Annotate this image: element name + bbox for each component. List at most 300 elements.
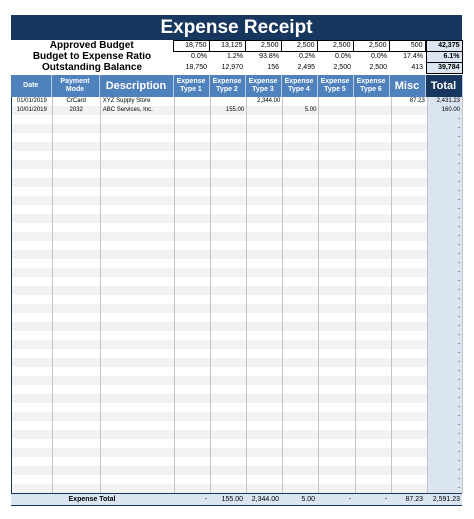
- cell-t3[interactable]: [247, 196, 283, 205]
- cell-t2[interactable]: [211, 385, 247, 394]
- cell-t3[interactable]: [247, 223, 283, 232]
- cell-t6[interactable]: [355, 259, 391, 268]
- cell-description[interactable]: [100, 385, 174, 394]
- cell-t1[interactable]: [175, 133, 211, 142]
- cell-t4[interactable]: [283, 358, 319, 367]
- cell-t3[interactable]: [247, 268, 283, 277]
- cell-t6[interactable]: [355, 457, 391, 466]
- cell-date[interactable]: [12, 277, 52, 286]
- cell-description[interactable]: [100, 115, 174, 124]
- cell-description[interactable]: [100, 340, 174, 349]
- cell-t3[interactable]: [247, 151, 283, 160]
- cell-t1[interactable]: [175, 340, 211, 349]
- cell-description[interactable]: [100, 241, 174, 250]
- cell-t2[interactable]: [211, 214, 247, 223]
- cell-payment[interactable]: [52, 250, 100, 259]
- cell-t3[interactable]: [247, 169, 283, 178]
- cell-date[interactable]: [12, 349, 52, 358]
- cell-t1[interactable]: [175, 232, 211, 241]
- cell-t1[interactable]: [175, 151, 211, 160]
- cell-t3[interactable]: [247, 340, 283, 349]
- approved-cell[interactable]: 2,500: [245, 41, 281, 52]
- cell-date[interactable]: [12, 295, 52, 304]
- cell-t6[interactable]: [355, 286, 391, 295]
- cell-t4[interactable]: [283, 466, 319, 475]
- cell-payment[interactable]: [52, 430, 100, 439]
- cell-t3[interactable]: [247, 313, 283, 322]
- cell-t1[interactable]: [175, 97, 211, 106]
- cell-payment[interactable]: [52, 259, 100, 268]
- ratio-cell[interactable]: 0.0%: [371, 53, 387, 61]
- cell-description[interactable]: [100, 412, 174, 421]
- cell-t6[interactable]: [355, 448, 391, 457]
- cell-date[interactable]: [12, 241, 52, 250]
- cell-t5[interactable]: [319, 241, 355, 250]
- approved-cell[interactable]: 13,125: [209, 41, 245, 52]
- cell-t6[interactable]: [355, 376, 391, 385]
- cell-t3[interactable]: [247, 286, 283, 295]
- cell-t5[interactable]: [319, 313, 355, 322]
- cell-description[interactable]: XYZ Supply Store: [100, 97, 174, 106]
- cell-misc[interactable]: [391, 169, 427, 178]
- cell-date[interactable]: 01/01/2019: [12, 97, 52, 106]
- cell-misc[interactable]: [391, 394, 427, 403]
- cell-payment[interactable]: [52, 475, 100, 484]
- cell-t4[interactable]: 5.00: [283, 106, 319, 115]
- cell-t6[interactable]: [355, 340, 391, 349]
- cell-t2[interactable]: [211, 97, 247, 106]
- cell-misc[interactable]: [391, 277, 427, 286]
- cell-t1[interactable]: [175, 448, 211, 457]
- cell-t2[interactable]: [211, 421, 247, 430]
- cell-t3[interactable]: [247, 205, 283, 214]
- cell-t5[interactable]: [319, 124, 355, 133]
- cell-payment[interactable]: [52, 205, 100, 214]
- balance-cell[interactable]: 2,500: [369, 64, 387, 71]
- cell-t6[interactable]: [355, 160, 391, 169]
- cell-t5[interactable]: [319, 178, 355, 187]
- cell-t6[interactable]: [355, 232, 391, 241]
- cell-payment[interactable]: [52, 295, 100, 304]
- balance-cell[interactable]: 413: [411, 64, 423, 71]
- cell-total[interactable]: -: [427, 484, 462, 493]
- cell-t2[interactable]: [211, 358, 247, 367]
- ratio-total[interactable]: 6.1%: [426, 52, 462, 63]
- cell-t4[interactable]: [283, 259, 319, 268]
- cell-misc[interactable]: [391, 133, 427, 142]
- cell-date[interactable]: [12, 448, 52, 457]
- cell-t4[interactable]: [283, 268, 319, 277]
- total-type-2[interactable]: 155.00: [209, 494, 245, 506]
- cell-t5[interactable]: [319, 187, 355, 196]
- cell-t4[interactable]: [283, 286, 319, 295]
- cell-misc[interactable]: [391, 160, 427, 169]
- cell-t6[interactable]: [355, 313, 391, 322]
- cell-total[interactable]: -: [427, 268, 462, 277]
- cell-t3[interactable]: [247, 349, 283, 358]
- cell-t4[interactable]: [283, 448, 319, 457]
- cell-t3[interactable]: [247, 457, 283, 466]
- cell-payment[interactable]: [52, 142, 100, 151]
- cell-t6[interactable]: [355, 241, 391, 250]
- cell-description[interactable]: [100, 223, 174, 232]
- cell-t2[interactable]: [211, 196, 247, 205]
- cell-t6[interactable]: [355, 214, 391, 223]
- cell-t4[interactable]: [283, 151, 319, 160]
- cell-t6[interactable]: [355, 322, 391, 331]
- cell-t4[interactable]: [283, 160, 319, 169]
- cell-total[interactable]: -: [427, 367, 462, 376]
- cell-t3[interactable]: [247, 385, 283, 394]
- cell-misc[interactable]: [391, 241, 427, 250]
- cell-t2[interactable]: [211, 223, 247, 232]
- cell-t5[interactable]: [319, 106, 355, 115]
- cell-t1[interactable]: [175, 169, 211, 178]
- cell-t4[interactable]: [283, 169, 319, 178]
- cell-date[interactable]: [12, 304, 52, 313]
- cell-date[interactable]: [12, 259, 52, 268]
- cell-total[interactable]: -: [427, 475, 462, 484]
- cell-t3[interactable]: [247, 187, 283, 196]
- cell-description[interactable]: [100, 466, 174, 475]
- cell-total[interactable]: -: [427, 304, 462, 313]
- cell-t1[interactable]: [175, 313, 211, 322]
- cell-t5[interactable]: [319, 196, 355, 205]
- cell-total[interactable]: -: [427, 250, 462, 259]
- cell-date[interactable]: [12, 430, 52, 439]
- cell-t2[interactable]: [211, 430, 247, 439]
- cell-t1[interactable]: [175, 376, 211, 385]
- cell-date[interactable]: [12, 115, 52, 124]
- cell-date[interactable]: [12, 394, 52, 403]
- header-misc[interactable]: Misc: [389, 75, 425, 97]
- cell-t5[interactable]: [319, 385, 355, 394]
- cell-payment[interactable]: CrCard: [52, 97, 100, 106]
- cell-total[interactable]: -: [427, 286, 462, 295]
- cell-t2[interactable]: [211, 259, 247, 268]
- cell-t1[interactable]: [175, 259, 211, 268]
- cell-t3[interactable]: [247, 142, 283, 151]
- cell-t3[interactable]: [247, 412, 283, 421]
- cell-t5[interactable]: [319, 295, 355, 304]
- ratio-cell[interactable]: 93.8%: [259, 53, 279, 61]
- cell-t1[interactable]: [175, 286, 211, 295]
- cell-t6[interactable]: [355, 475, 391, 484]
- cell-t3[interactable]: [247, 421, 283, 430]
- cell-payment[interactable]: [52, 376, 100, 385]
- cell-payment[interactable]: [52, 187, 100, 196]
- cell-t4[interactable]: [283, 178, 319, 187]
- cell-t2[interactable]: [211, 286, 247, 295]
- cell-description[interactable]: [100, 331, 174, 340]
- cell-misc[interactable]: [391, 475, 427, 484]
- cell-t6[interactable]: [355, 268, 391, 277]
- cell-misc[interactable]: [391, 295, 427, 304]
- cell-t1[interactable]: [175, 214, 211, 223]
- cell-misc[interactable]: [391, 106, 427, 115]
- cell-misc[interactable]: [391, 286, 427, 295]
- cell-t1[interactable]: [175, 367, 211, 376]
- cell-t6[interactable]: [355, 466, 391, 475]
- total-misc[interactable]: 87.23: [389, 494, 425, 506]
- cell-date[interactable]: [12, 250, 52, 259]
- cell-total[interactable]: 2,431.23: [427, 97, 462, 106]
- cell-t5[interactable]: [319, 421, 355, 430]
- cell-t5[interactable]: [319, 169, 355, 178]
- cell-t3[interactable]: [247, 394, 283, 403]
- cell-payment[interactable]: [52, 484, 100, 493]
- cell-t6[interactable]: [355, 484, 391, 493]
- cell-date[interactable]: [12, 196, 52, 205]
- cell-t1[interactable]: [175, 106, 211, 115]
- cell-t1[interactable]: [175, 412, 211, 421]
- cell-t3[interactable]: [247, 259, 283, 268]
- cell-date[interactable]: [12, 151, 52, 160]
- cell-t6[interactable]: [355, 250, 391, 259]
- cell-t2[interactable]: [211, 439, 247, 448]
- cell-misc[interactable]: [391, 412, 427, 421]
- cell-total[interactable]: -: [427, 466, 462, 475]
- cell-payment[interactable]: [52, 304, 100, 313]
- cell-t3[interactable]: [247, 133, 283, 142]
- cell-t6[interactable]: [355, 358, 391, 367]
- cell-t4[interactable]: [283, 241, 319, 250]
- cell-t2[interactable]: [211, 457, 247, 466]
- cell-payment[interactable]: [52, 178, 100, 187]
- cell-description[interactable]: [100, 376, 174, 385]
- cell-description[interactable]: [100, 358, 174, 367]
- cell-total[interactable]: -: [427, 430, 462, 439]
- cell-t1[interactable]: [175, 394, 211, 403]
- cell-misc[interactable]: [391, 457, 427, 466]
- cell-t3[interactable]: [247, 178, 283, 187]
- cell-t4[interactable]: [283, 232, 319, 241]
- cell-t1[interactable]: [175, 466, 211, 475]
- cell-t2[interactable]: [211, 349, 247, 358]
- cell-description[interactable]: [100, 475, 174, 484]
- cell-misc[interactable]: [391, 214, 427, 223]
- cell-t5[interactable]: [319, 277, 355, 286]
- cell-date[interactable]: [12, 268, 52, 277]
- cell-t4[interactable]: [283, 115, 319, 124]
- header-expense-type-3[interactable]: Expense Type 3: [245, 75, 281, 97]
- cell-description[interactable]: [100, 214, 174, 223]
- cell-t3[interactable]: 2,344.00: [247, 97, 283, 106]
- ratio-cell[interactable]: 0.0%: [335, 53, 351, 61]
- cell-t2[interactable]: [211, 232, 247, 241]
- cell-t2[interactable]: [211, 205, 247, 214]
- cell-misc[interactable]: [391, 448, 427, 457]
- cell-t1[interactable]: [175, 385, 211, 394]
- cell-misc[interactable]: [391, 196, 427, 205]
- cell-t5[interactable]: [319, 205, 355, 214]
- cell-misc[interactable]: [391, 376, 427, 385]
- cell-t5[interactable]: [319, 115, 355, 124]
- cell-t5[interactable]: [319, 448, 355, 457]
- cell-t5[interactable]: [319, 331, 355, 340]
- cell-total[interactable]: -: [427, 385, 462, 394]
- cell-t1[interactable]: [175, 295, 211, 304]
- cell-date[interactable]: [12, 412, 52, 421]
- cell-date[interactable]: [12, 205, 52, 214]
- cell-t5[interactable]: [319, 340, 355, 349]
- cell-date[interactable]: [12, 331, 52, 340]
- cell-t5[interactable]: [319, 142, 355, 151]
- cell-misc[interactable]: [391, 403, 427, 412]
- cell-t4[interactable]: [283, 214, 319, 223]
- cell-misc[interactable]: [391, 268, 427, 277]
- cell-t4[interactable]: [283, 403, 319, 412]
- cell-t6[interactable]: [355, 169, 391, 178]
- total-type-3[interactable]: 2,344.00: [245, 494, 281, 506]
- cell-t4[interactable]: [283, 133, 319, 142]
- cell-payment[interactable]: [52, 394, 100, 403]
- cell-date[interactable]: [12, 484, 52, 493]
- cell-total[interactable]: -: [427, 151, 462, 160]
- cell-t1[interactable]: [175, 349, 211, 358]
- cell-description[interactable]: [100, 367, 174, 376]
- cell-payment[interactable]: [52, 223, 100, 232]
- cell-description[interactable]: [100, 304, 174, 313]
- cell-t3[interactable]: [247, 430, 283, 439]
- cell-misc[interactable]: [391, 367, 427, 376]
- approved-cell[interactable]: 2,500: [353, 41, 389, 52]
- cell-payment[interactable]: [52, 331, 100, 340]
- cell-total[interactable]: -: [427, 448, 462, 457]
- cell-t6[interactable]: [355, 115, 391, 124]
- cell-t6[interactable]: [355, 142, 391, 151]
- cell-description[interactable]: [100, 277, 174, 286]
- cell-t2[interactable]: [211, 394, 247, 403]
- cell-date[interactable]: [12, 133, 52, 142]
- cell-t2[interactable]: [211, 484, 247, 493]
- cell-t5[interactable]: [319, 349, 355, 358]
- cell-t1[interactable]: [175, 124, 211, 133]
- cell-total[interactable]: -: [427, 295, 462, 304]
- balance-cell[interactable]: 12,970: [221, 64, 243, 71]
- cell-t6[interactable]: [355, 367, 391, 376]
- cell-total[interactable]: -: [427, 322, 462, 331]
- cell-t1[interactable]: [175, 241, 211, 250]
- cell-t6[interactable]: [355, 196, 391, 205]
- cell-date[interactable]: [12, 421, 52, 430]
- cell-t1[interactable]: [175, 178, 211, 187]
- cell-misc[interactable]: [391, 322, 427, 331]
- cell-t4[interactable]: [283, 421, 319, 430]
- cell-payment[interactable]: [52, 151, 100, 160]
- cell-payment[interactable]: [52, 349, 100, 358]
- cell-t6[interactable]: [355, 187, 391, 196]
- total-type-5[interactable]: -: [317, 494, 353, 506]
- cell-t5[interactable]: [319, 232, 355, 241]
- header-expense-type-5[interactable]: Expense Type 5: [317, 75, 353, 97]
- cell-description[interactable]: [100, 286, 174, 295]
- ratio-cell[interactable]: 1.2%: [227, 53, 243, 61]
- cell-description[interactable]: [100, 313, 174, 322]
- cell-t1[interactable]: [175, 322, 211, 331]
- header-expense-type-2[interactable]: Expense Type 2: [209, 75, 245, 97]
- cell-t5[interactable]: [319, 367, 355, 376]
- cell-misc[interactable]: 87.23: [391, 97, 427, 106]
- cell-t1[interactable]: [175, 430, 211, 439]
- cell-t2[interactable]: [211, 448, 247, 457]
- cell-t3[interactable]: [247, 214, 283, 223]
- cell-misc[interactable]: [391, 178, 427, 187]
- cell-misc[interactable]: [391, 439, 427, 448]
- cell-total[interactable]: -: [427, 115, 462, 124]
- cell-total[interactable]: -: [427, 232, 462, 241]
- cell-total[interactable]: -: [427, 259, 462, 268]
- cell-date[interactable]: [12, 187, 52, 196]
- cell-t4[interactable]: [283, 376, 319, 385]
- cell-total[interactable]: -: [427, 358, 462, 367]
- cell-payment[interactable]: [52, 160, 100, 169]
- cell-t6[interactable]: [355, 124, 391, 133]
- approved-cell[interactable]: 2,500: [281, 41, 317, 52]
- cell-t6[interactable]: [355, 439, 391, 448]
- cell-t4[interactable]: [283, 457, 319, 466]
- cell-t1[interactable]: [175, 439, 211, 448]
- cell-t6[interactable]: [355, 394, 391, 403]
- cell-description[interactable]: [100, 160, 174, 169]
- header-expense-type-6[interactable]: Expense Type 6: [353, 75, 389, 97]
- cell-t6[interactable]: [355, 412, 391, 421]
- cell-date[interactable]: [12, 313, 52, 322]
- cell-description[interactable]: [100, 439, 174, 448]
- cell-t3[interactable]: [247, 484, 283, 493]
- cell-payment[interactable]: [52, 232, 100, 241]
- cell-t1[interactable]: [175, 205, 211, 214]
- cell-payment[interactable]: [52, 241, 100, 250]
- balance-cell[interactable]: 2,500: [333, 64, 351, 71]
- cell-t2[interactable]: [211, 142, 247, 151]
- cell-t3[interactable]: [247, 241, 283, 250]
- cell-misc[interactable]: [391, 349, 427, 358]
- cell-t3[interactable]: [247, 322, 283, 331]
- cell-misc[interactable]: [391, 484, 427, 493]
- cell-t3[interactable]: [247, 358, 283, 367]
- cell-description[interactable]: [100, 232, 174, 241]
- header-date[interactable]: Date: [11, 75, 51, 97]
- cell-description[interactable]: [100, 205, 174, 214]
- cell-t5[interactable]: [319, 376, 355, 385]
- cell-total[interactable]: -: [427, 376, 462, 385]
- cell-date[interactable]: [12, 322, 52, 331]
- cell-t1[interactable]: [175, 223, 211, 232]
- cell-misc[interactable]: [391, 313, 427, 322]
- cell-t1[interactable]: [175, 421, 211, 430]
- cell-description[interactable]: [100, 151, 174, 160]
- cell-t4[interactable]: [283, 484, 319, 493]
- cell-payment[interactable]: [52, 169, 100, 178]
- cell-t1[interactable]: [175, 484, 211, 493]
- cell-t5[interactable]: [319, 214, 355, 223]
- cell-t5[interactable]: [319, 403, 355, 412]
- cell-t4[interactable]: [283, 205, 319, 214]
- cell-payment[interactable]: [52, 286, 100, 295]
- cell-total[interactable]: -: [427, 205, 462, 214]
- cell-t4[interactable]: [283, 313, 319, 322]
- cell-t6[interactable]: [355, 430, 391, 439]
- cell-t5[interactable]: [319, 160, 355, 169]
- cell-date[interactable]: [12, 286, 52, 295]
- cell-total[interactable]: -: [427, 412, 462, 421]
- approved-total[interactable]: 42,375: [426, 41, 462, 52]
- cell-misc[interactable]: [391, 142, 427, 151]
- cell-t5[interactable]: [319, 133, 355, 142]
- cell-payment[interactable]: [52, 313, 100, 322]
- cell-description[interactable]: [100, 133, 174, 142]
